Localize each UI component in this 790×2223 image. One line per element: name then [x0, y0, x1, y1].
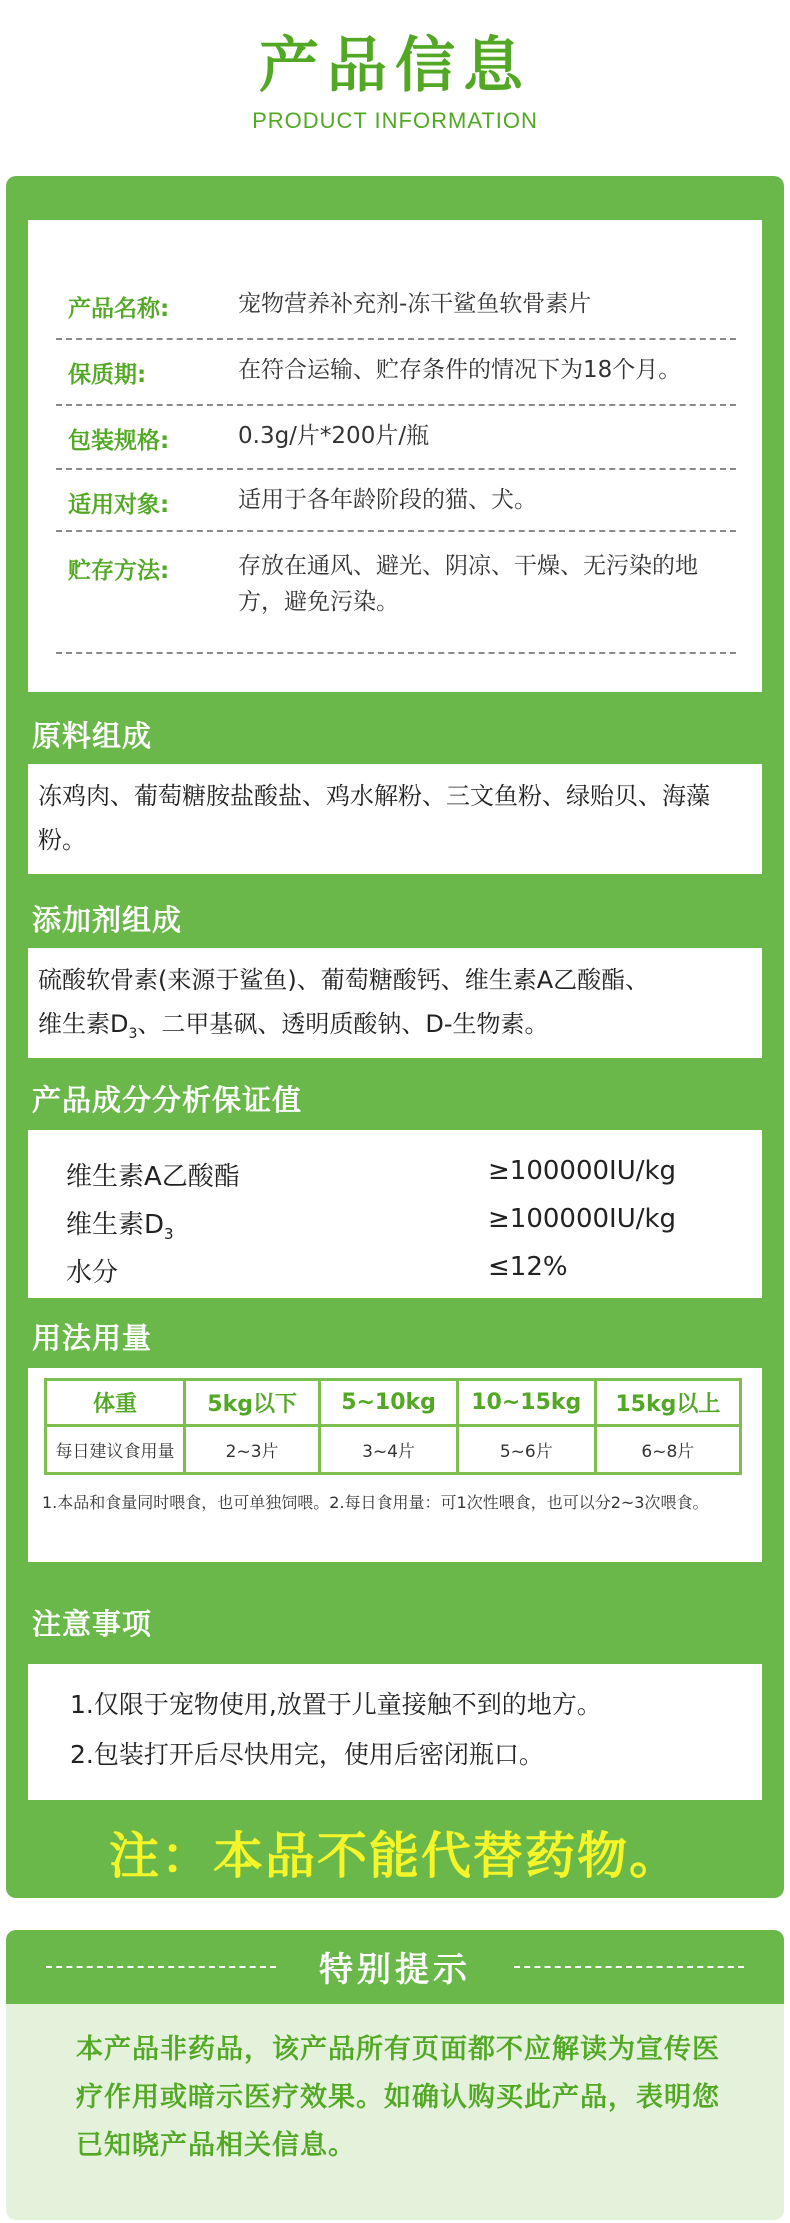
special-notice-header [6, 1930, 784, 2004]
analysis-name: 维生素A乙酸酯 [66, 1162, 240, 1192]
dosage-header-cell: 5kg以下 [185, 1380, 320, 1426]
ingredients-text: 冻鸡肉、葡萄糖胺盐酸盐、鸡水解粉、三文鱼粉、绿贻贝、海藻粉。 [38, 782, 710, 854]
dosage-cell: 5~6片 [457, 1426, 595, 1474]
dosage-title: 用法用量 [32, 1321, 153, 1355]
dosage-value-row [46, 1426, 741, 1474]
analysis-title: 产品成分分析保证值 [32, 1083, 303, 1117]
ingredients-box [28, 764, 762, 874]
additives-title: 添加剂组成 [32, 903, 183, 937]
additives-line-2-suffix: 、二甲基砜、透明质酸钠、D-生物素。 [137, 1010, 549, 1038]
ingredients-title: 原料组成 [32, 719, 153, 753]
info-value: 宠物营养补充剂-冻干鲨鱼软骨素片 [238, 291, 592, 317]
dosage-header-cell: 5~10kg [320, 1380, 458, 1426]
info-label: 产品名称: [68, 296, 170, 322]
additives-line-2-prefix: 维生素D [38, 1010, 129, 1038]
dosage-box [28, 1368, 762, 1562]
info-row-target [56, 470, 736, 532]
dosage-cell: 3~4片 [320, 1426, 458, 1474]
info-label: 适用对象: [68, 492, 170, 518]
dosage-note: 1.本品和食量同时喂食，也可单独饲喂。2.每日食用量：可1次性喂食，也可以分2~3次喂食。 [42, 1493, 709, 1512]
analysis-name: 水分 [66, 1258, 119, 1288]
info-row-name [56, 284, 736, 340]
dosage-cell: 6~8片 [595, 1426, 740, 1474]
special-notice-text: 本产品非药品，该产品所有页面都不应解读为宣传医疗作用或暗示医疗效果。如确认购买此产品，表明您已知晓产品相关信息。 [76, 2034, 720, 2161]
analysis-value: ≥100000IU/kg [488, 1204, 677, 1234]
dosage-table [44, 1378, 742, 1475]
additives-box [28, 948, 762, 1058]
subscript-3: 3 [164, 1225, 174, 1244]
info-value: 存放在通风、避光、阴凉、干燥、无污染的地方，避免污染。 [238, 553, 698, 615]
info-value: 0.3g/片*200片/瓶 [238, 423, 430, 449]
notice-title: 注意事项 [32, 1607, 153, 1641]
info-value: 适用于各年龄阶段的猫、犬。 [238, 487, 537, 513]
analysis-row [66, 1198, 746, 1246]
special-notice-panel [6, 1930, 784, 2220]
additives-line-1: 硫酸软骨素(来源于鲨鱼)、葡萄糖酸钙、维生素A乙酸酯、 [38, 966, 650, 994]
notice-item: 2.包装打开后尽快用完，使用后密闭瓶口。 [70, 1740, 544, 1769]
info-value: 在符合运输、贮存条件的情况下为18个月。 [238, 357, 682, 383]
product-info-card [28, 220, 762, 692]
info-label: 贮存方法: [68, 558, 170, 584]
info-row-package [56, 406, 736, 470]
info-label: 包装规格: [68, 428, 170, 454]
page-header [0, 0, 790, 170]
analysis-value: ≥100000IU/kg [488, 1156, 677, 1186]
page-subtitle: PRODUCT INFORMATION [252, 108, 538, 133]
notice-item: 1.仅限于宠物使用,放置于儿童接触不到的地方。 [70, 1690, 602, 1719]
analysis-row [66, 1246, 746, 1294]
dosage-cell: 每日建议食用量 [46, 1426, 185, 1474]
info-row-storage [56, 532, 736, 654]
dosage-header-cell: 10~15kg [457, 1380, 595, 1426]
notice-box [28, 1664, 762, 1800]
analysis-box [28, 1130, 762, 1298]
special-notice-title: 特别提示 [319, 1950, 471, 1990]
additives-text [38, 958, 754, 1056]
analysis-name-text: 维生素D [66, 1210, 165, 1240]
analysis-row [66, 1150, 746, 1198]
subscript-3: 3 [128, 1025, 138, 1042]
info-row-shelf-life [56, 340, 736, 406]
product-info-panel [6, 176, 784, 1898]
analysis-value: ≤12% [488, 1252, 568, 1282]
page-title: 产品信息 [259, 31, 531, 101]
dosage-header-row [46, 1380, 741, 1426]
dosage-header-cell: 15kg以上 [595, 1380, 740, 1426]
analysis-name [66, 1204, 174, 1243]
dosage-cell: 2~3片 [185, 1426, 320, 1474]
warning-text: 注：本品不能代替药物。 [109, 1827, 681, 1885]
info-label: 保质期: [68, 362, 147, 388]
divider [514, 1966, 744, 1968]
dosage-header-cell: 体重 [46, 1380, 185, 1426]
